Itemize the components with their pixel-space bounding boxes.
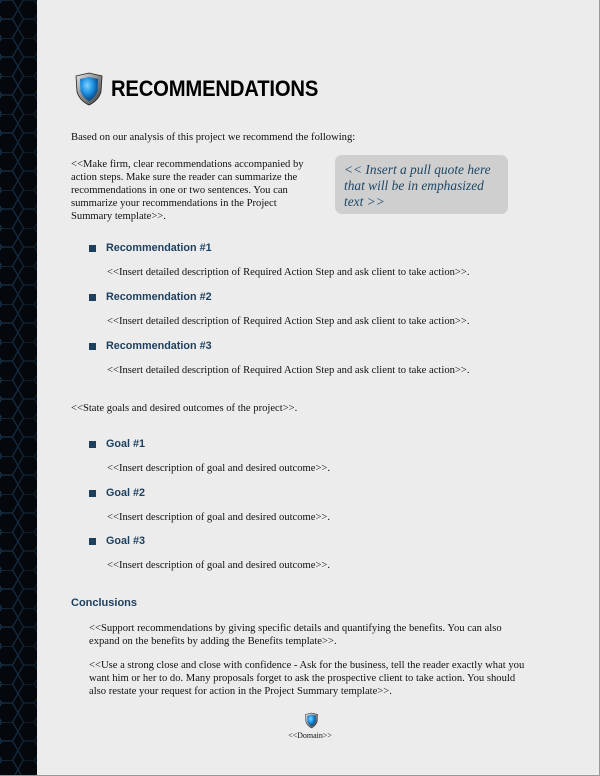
- conclusions-heading: Conclusions: [71, 597, 138, 609]
- goal-label: Goal #2: [106, 487, 146, 499]
- goal-item: [89, 534, 145, 548]
- recommendation-item: [89, 339, 212, 353]
- lead-paragraph: <<Make firm, clear recommendations accompanied by action steps. Make sure the reader can summarize the recommendations in one or two sentences. You can summarize your recommendations in the Project Summary template>>.: [71, 159, 304, 222]
- footer-shield-icon: [304, 712, 319, 729]
- page-title: RECOMMENDATIONS: [111, 76, 319, 101]
- conclusions-paragraph: <<Support recommendations by giving specific details and quantifying the benefits. You can also expand on the benefits by adding the Benefits template>>.: [89, 623, 502, 647]
- goal-description: <<Insert description of goal and desired outcome>>.: [107, 512, 331, 523]
- pull-quote-box: [335, 155, 508, 214]
- intro-text: Based on our analysis of this project we recommend the following:: [71, 132, 356, 143]
- goal-item: [89, 486, 145, 500]
- recommendation-description: <<Insert detailed description of Required Action Step and ask client to take action>>.: [107, 267, 470, 278]
- square-bullet-icon: [89, 294, 96, 301]
- recommendation-item: [89, 290, 212, 304]
- goal-label: Goal #1: [106, 438, 146, 450]
- recommendation-label: Recommendation #3: [106, 340, 212, 352]
- footer-domain: <<Domain>>: [288, 731, 332, 740]
- square-bullet-icon: [89, 441, 96, 448]
- recommendation-description: <<Insert detailed description of Required Action Step and ask client to take action>>.: [107, 365, 470, 376]
- goal-description: <<Insert description of goal and desired outcome>>.: [107, 463, 331, 474]
- goal-description: <<Insert description of goal and desired outcome>>.: [107, 560, 331, 571]
- recommendation-item: [89, 241, 212, 255]
- square-bullet-icon: [89, 343, 96, 350]
- shield-icon: [73, 72, 105, 106]
- square-bullet-icon: [89, 245, 96, 252]
- pull-quote-text: << Insert a pull quote here that will be in emphasized text >>: [344, 162, 491, 209]
- recommendation-description: <<Insert detailed description of Required Action Step and ask client to take action>>.: [107, 316, 470, 327]
- recommendation-label: Recommendation #1: [106, 242, 212, 254]
- square-bullet-icon: [89, 538, 96, 545]
- conclusions-paragraph: <<Use a strong close and close with confidence - Ask for the business, tell the reader exactly what you want him or her to do. Many proposals forget to ask the prospective client to take action. You should also restate your request for action in the Project Summary template>>.: [89, 660, 525, 697]
- goal-item: [89, 437, 145, 451]
- square-bullet-icon: [89, 490, 96, 497]
- goal-label: Goal #3: [106, 535, 146, 547]
- recommendation-label: Recommendation #2: [106, 291, 212, 303]
- goals-intro-text: <<State goals and desired outcomes of the project>>.: [71, 403, 298, 414]
- page-header: [73, 72, 336, 106]
